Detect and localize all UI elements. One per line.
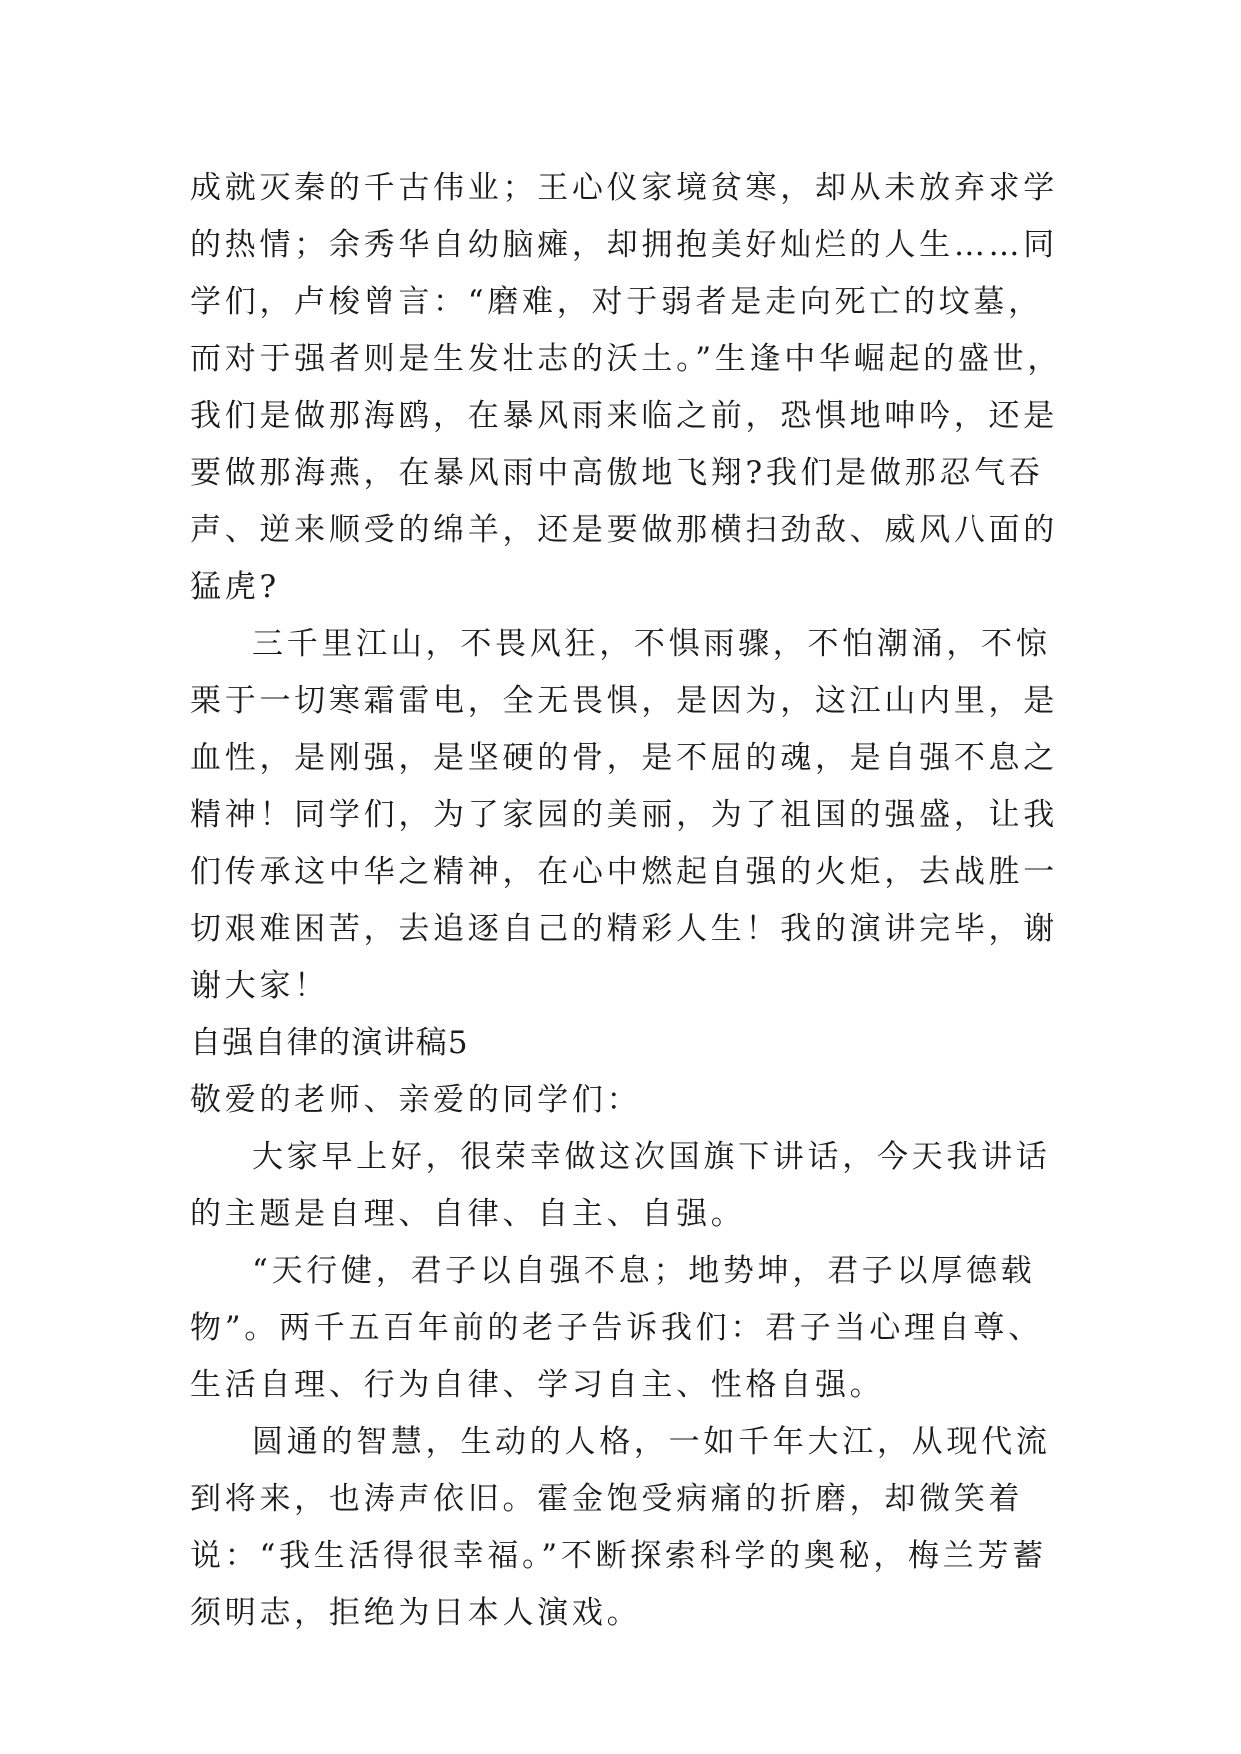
paragraph-continuation: 成就灭秦的千古伟业；王心仪家境贫寒，却从未放弃求学的热情；余秀华自幼脑瘫，却拥抱美好灿烂的人生……同学们，卢梭曾言：“磨难，对于弱者是走向死亡的坟墓，而对于强者则是生发壮志的沃土。”生逢中华崛起的盛世，我们是做那海鸥，在暴风雨来临之前，恐惧地呻吟，还是要做那海燕，在暴风雨中高傲地飞翔?我们是做那忍气吞声、逆来顺受的绵羊，还是要做那横扫劲敌、威风八面的猛虎? bbox=[190, 170, 1063, 605]
paragraph-examples: 圆通的智慧，生动的人格，一如千年大江，从现代流到将来，也涛声依旧。霍金饱受病痛的折磨，却微笑着说：“我生活得很幸福。”不断探索科学的奥秘，梅兰芳蓄须明志，拒绝为日本人演戏。 bbox=[190, 1424, 1051, 1631]
paragraph-conclusion: 三千里江山，不畏风狂，不惧雨骤，不怕潮涌，不惊栗于一切寒霜雷电，全无畏惧，是因为，这江山内里，是血性，是刚强，是坚硬的骨，是不屈的魂，是自强不息之精神！同学们，为了家园的美丽，为了祖国的强盛，让我们传承这中华之精神，在心中燃起自强的火炬，去战胜一切艰难困苦，去追逐自己的精彩人生！我的演讲完毕，谢谢大家！ bbox=[190, 626, 1058, 1004]
document-body bbox=[190, 160, 1070, 1642]
paragraph-quote: “天行健，君子以自强不息；地势坤，君子以厚德载物”。两千五百年前的老子告诉我们：君子当心理自尊、生活自理、行为自律、学习自主、性格自强。 bbox=[190, 1253, 1043, 1403]
salutation: 敬爱的老师、亲爱的同学们： bbox=[190, 1082, 642, 1118]
section-heading: 自强自律的演讲稿5 bbox=[190, 1025, 469, 1061]
paragraph-greeting: 大家早上好，很荣幸做这次国旗下讲话，今天我讲话的主题是自理、自律、自主、自强。 bbox=[190, 1139, 1051, 1232]
